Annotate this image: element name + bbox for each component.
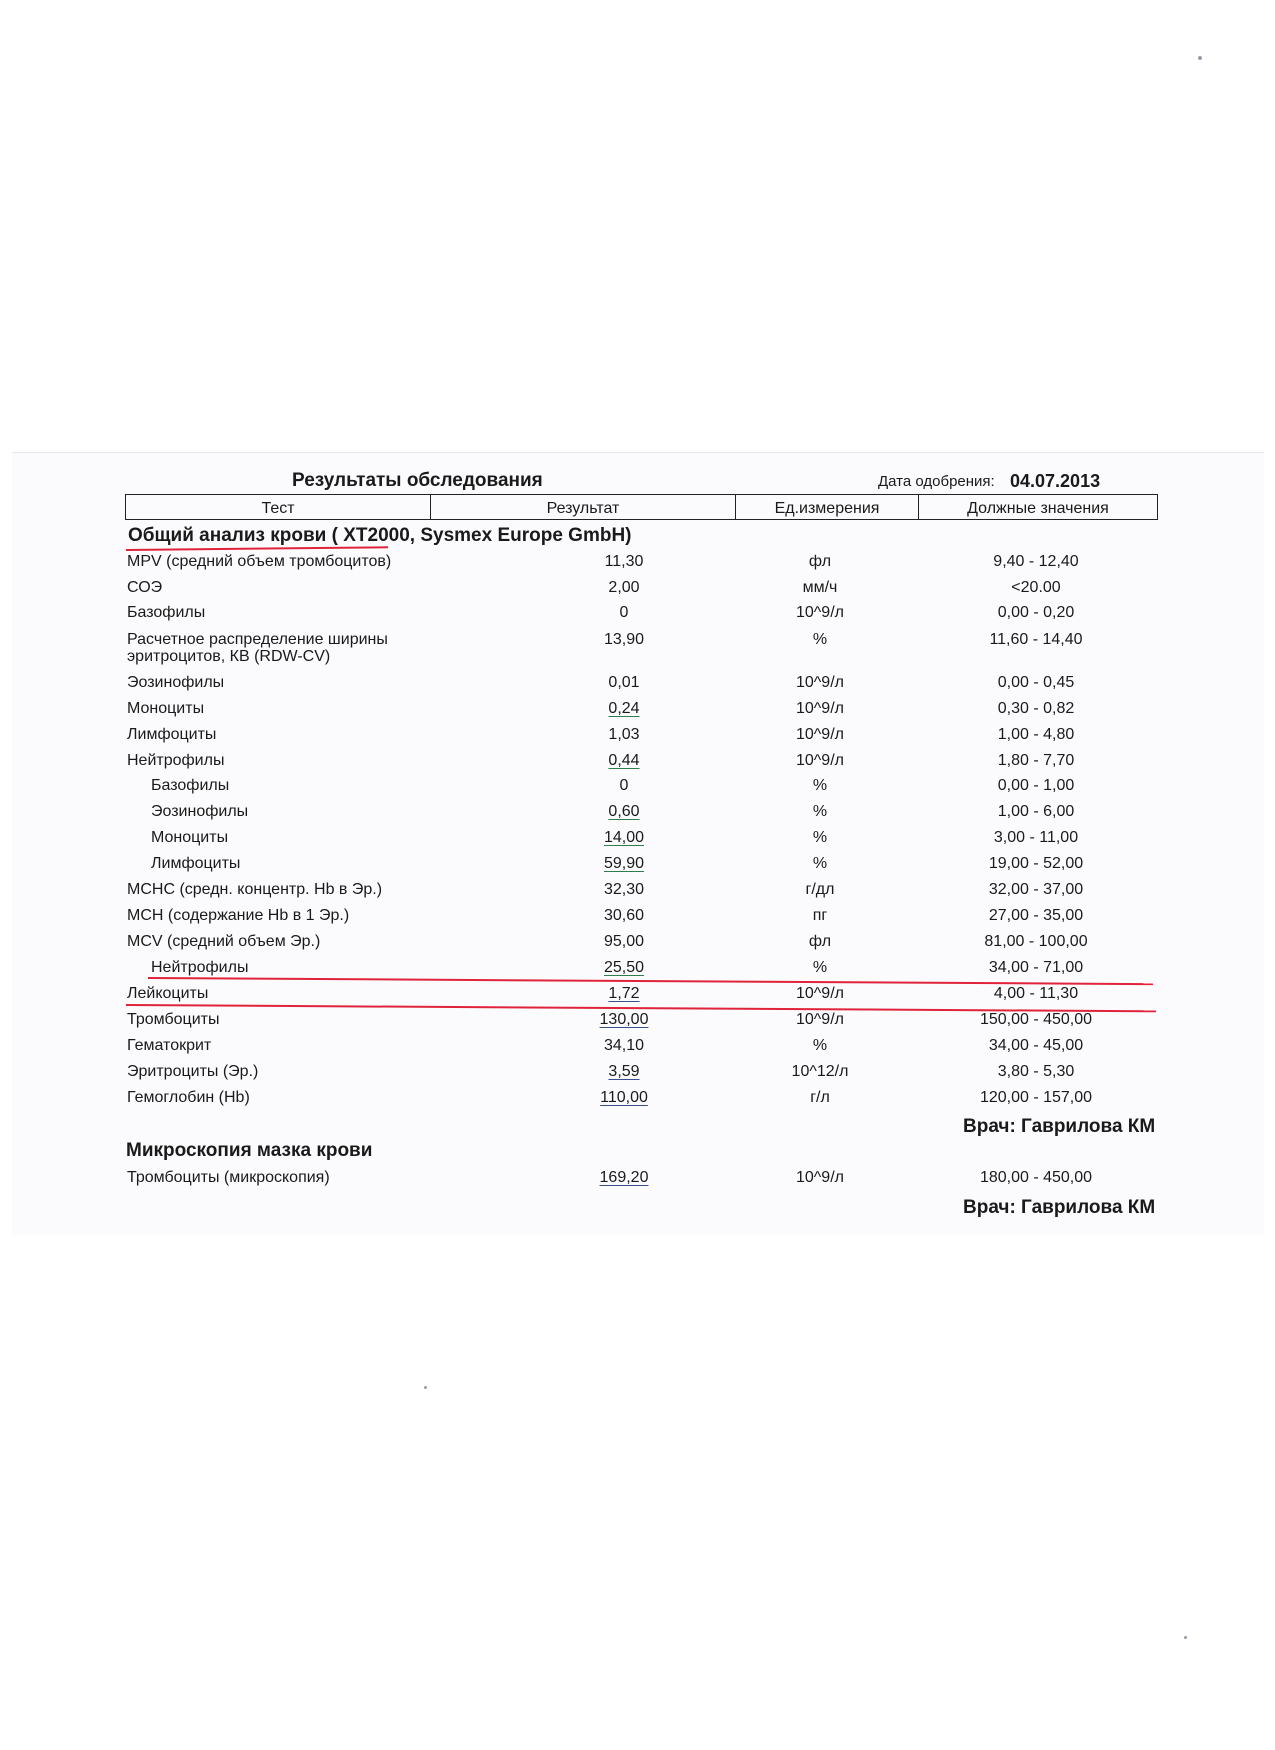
- test-result: [560, 1169, 688, 1187]
- col-header-result: Результат: [431, 495, 736, 519]
- test-unit: %: [812, 631, 828, 648]
- test-unit: %: [812, 829, 828, 846]
- test-name: MPV (средний объем тромбоцитов): [127, 553, 392, 570]
- result-underlined: 3,59: [608, 1063, 640, 1080]
- test-result: 0: [619, 604, 629, 621]
- test-unit: 10^12/л: [791, 1063, 849, 1080]
- test-reference: 19,00 - 52,00: [988, 855, 1084, 872]
- test-unit: %: [812, 855, 828, 872]
- table-row: [0, 700, 1275, 724]
- col-header-reference: Должные значения: [967, 500, 1109, 517]
- test-unit: %: [812, 959, 828, 976]
- test-unit: %: [812, 1037, 828, 1054]
- test-result: [560, 1011, 688, 1029]
- test-unit: %: [812, 777, 828, 794]
- test-name: Тромбоциты (микроскопия): [127, 1169, 330, 1186]
- table-header: [125, 494, 1158, 520]
- result-underlined: 130,00: [599, 1011, 649, 1028]
- scan-speck: [1184, 1636, 1187, 1639]
- test-unit: 10^9/л: [796, 726, 844, 743]
- microscopy-section-title: Микроскопия мазка крови: [126, 1140, 373, 1161]
- table-row: [0, 674, 1275, 698]
- test-result: [560, 1089, 688, 1107]
- table-row: [0, 553, 1275, 577]
- test-result: 11,30: [604, 553, 644, 570]
- test-name: Нейтрофилы: [127, 752, 225, 769]
- test-name: Тромбоциты: [127, 1011, 220, 1028]
- doctor-signature: Врач: Гаврилова КМ: [963, 1197, 1156, 1218]
- test-result: [560, 829, 688, 847]
- test-name: Базофилы: [127, 604, 206, 621]
- test-reference: 27,00 - 35,00: [988, 907, 1084, 924]
- table-row: [0, 855, 1275, 879]
- test-unit: мм/ч: [802, 579, 838, 596]
- result-underlined: 59,90: [603, 855, 645, 872]
- test-result: 0,01: [608, 674, 640, 691]
- test-name: MCHC (средн. концентр. Hb в Эр.): [127, 881, 383, 898]
- test-unit: 10^9/л: [796, 604, 844, 621]
- table-row: [0, 881, 1275, 905]
- test-name: MCH (содержание Hb в 1 Эр.): [127, 907, 350, 924]
- test-name-line1: Расчетное распределение ширины: [127, 631, 388, 648]
- table-row: [0, 907, 1275, 931]
- table-row: [0, 1037, 1275, 1061]
- approval-date: 04.07.2013: [1010, 471, 1101, 491]
- table-row: [0, 777, 1275, 801]
- test-name: Эритроциты (Эр.): [127, 1063, 259, 1080]
- test-reference: 3,00 - 11,00: [993, 829, 1079, 846]
- test-unit: 10^9/л: [796, 700, 844, 717]
- doctor-signature: Врач: Гаврилова КМ: [963, 1116, 1156, 1137]
- result-underlined: 0,60: [608, 803, 640, 820]
- col-header-unit: Ед.измерения: [736, 495, 919, 519]
- test-result: [560, 959, 688, 977]
- test-result: [560, 855, 688, 873]
- table-row: [0, 803, 1275, 827]
- test-name: Базофилы: [151, 777, 230, 794]
- col-header-test: Тест: [126, 495, 431, 519]
- test-result: 2,00: [608, 579, 640, 596]
- table-row: [0, 1063, 1275, 1087]
- test-reference: 34,00 - 71,00: [988, 959, 1084, 976]
- test-reference: 0,30 - 0,82: [997, 700, 1075, 717]
- test-name: Лимфоциты: [151, 855, 241, 872]
- test-unit: 10^9/л: [796, 985, 844, 1002]
- scan-speck: [1198, 56, 1202, 60]
- test-name: Моноциты: [151, 829, 229, 846]
- test-result: [560, 803, 688, 821]
- scan-speck: [424, 1386, 427, 1389]
- test-name: Эозинофилы: [127, 674, 225, 691]
- test-reference: 180,00 - 450,00: [979, 1169, 1093, 1186]
- test-reference: 9,40 - 12,40: [993, 553, 1079, 570]
- test-name: Эозинофилы: [151, 803, 249, 820]
- test-reference: 0,00 - 1,00: [997, 777, 1075, 794]
- test-reference: 1,80 - 7,70: [997, 752, 1075, 769]
- test-name: Гематокрит: [127, 1037, 212, 1054]
- table-row: [0, 604, 1275, 628]
- test-reference: 34,00 - 45,00: [988, 1037, 1084, 1054]
- test-name: СОЭ: [127, 579, 163, 596]
- test-reference: 11,60 - 14,40: [989, 631, 1083, 648]
- test-result: [560, 752, 688, 770]
- test-reference: 150,00 - 450,00: [979, 1011, 1093, 1028]
- table-row: [0, 631, 1275, 671]
- table-row: [0, 1089, 1275, 1113]
- result-underlined: 25,50: [603, 959, 645, 976]
- result-underlined: 169,20: [599, 1169, 649, 1186]
- report-title: Результаты обследования: [292, 470, 543, 491]
- table-row: [0, 579, 1275, 603]
- test-reference: 1,00 - 4,80: [997, 726, 1075, 743]
- test-result: 13,90: [603, 631, 645, 648]
- test-name: Гемоглобин (Hb): [127, 1089, 250, 1106]
- test-result: 32,30: [603, 881, 645, 898]
- test-unit: г/дл: [805, 881, 835, 898]
- test-name-line2: эритроцитов, КВ (RDW-CV): [127, 648, 331, 665]
- test-unit: пг: [812, 907, 828, 924]
- test-reference: 0,00 - 0,45: [997, 674, 1075, 691]
- test-result: 95,00: [603, 933, 645, 950]
- result-underlined: 0,44: [608, 752, 640, 769]
- test-reference: 32,00 - 37,00: [988, 881, 1084, 898]
- test-result: [560, 985, 688, 1003]
- table-row: [0, 1169, 1275, 1193]
- approval-date-label: Дата одобрения:: [878, 473, 995, 490]
- test-unit: 10^9/л: [796, 752, 844, 769]
- test-result: [560, 1063, 688, 1081]
- test-name: [127, 631, 388, 665]
- test-result: 30,60: [603, 907, 645, 924]
- table-row: [0, 933, 1275, 957]
- table-row: [0, 1011, 1275, 1035]
- test-name: Лейкоциты: [127, 985, 209, 1002]
- test-unit: г/л: [810, 1089, 830, 1106]
- result-underlined: 110,00: [600, 1089, 648, 1106]
- table-row: [0, 726, 1275, 750]
- result-underlined: 0,24: [608, 700, 640, 717]
- result-underlined: 14,00: [603, 829, 645, 846]
- test-name: Нейтрофилы: [151, 959, 249, 976]
- test-result: 34,10: [603, 1037, 645, 1054]
- test-reference: 120,00 - 157,00: [979, 1089, 1093, 1106]
- test-reference: <20.00: [1011, 579, 1061, 596]
- cbc-section-title: Общий анализ крови ( XT2000, Sysmex Europe GmbH): [128, 525, 632, 546]
- result-underlined: 1,72: [608, 985, 640, 1002]
- test-reference: 3,80 - 5,30: [997, 1063, 1075, 1080]
- table-row: [0, 752, 1275, 776]
- test-reference: 4,00 - 11,30: [993, 985, 1079, 1002]
- table-row: [0, 829, 1275, 853]
- test-name: Моноциты: [127, 700, 205, 717]
- test-reference: 0,00 - 0,20: [997, 604, 1075, 621]
- test-result: 0: [619, 777, 629, 794]
- test-name: Лимфоциты: [127, 726, 217, 743]
- test-result: [560, 700, 688, 718]
- test-result: 1,03: [608, 726, 640, 743]
- test-reference: 81,00 - 100,00: [984, 933, 1088, 950]
- test-unit: 10^9/л: [796, 1169, 844, 1186]
- test-unit: фл: [808, 933, 832, 950]
- test-unit: фл: [808, 553, 832, 570]
- test-unit: %: [812, 803, 828, 820]
- test-name: MCV (средний объем Эр.): [127, 933, 321, 950]
- test-unit: 10^9/л: [796, 1011, 844, 1028]
- test-unit: 10^9/л: [796, 674, 844, 691]
- test-reference: 1,00 - 6,00: [997, 803, 1075, 820]
